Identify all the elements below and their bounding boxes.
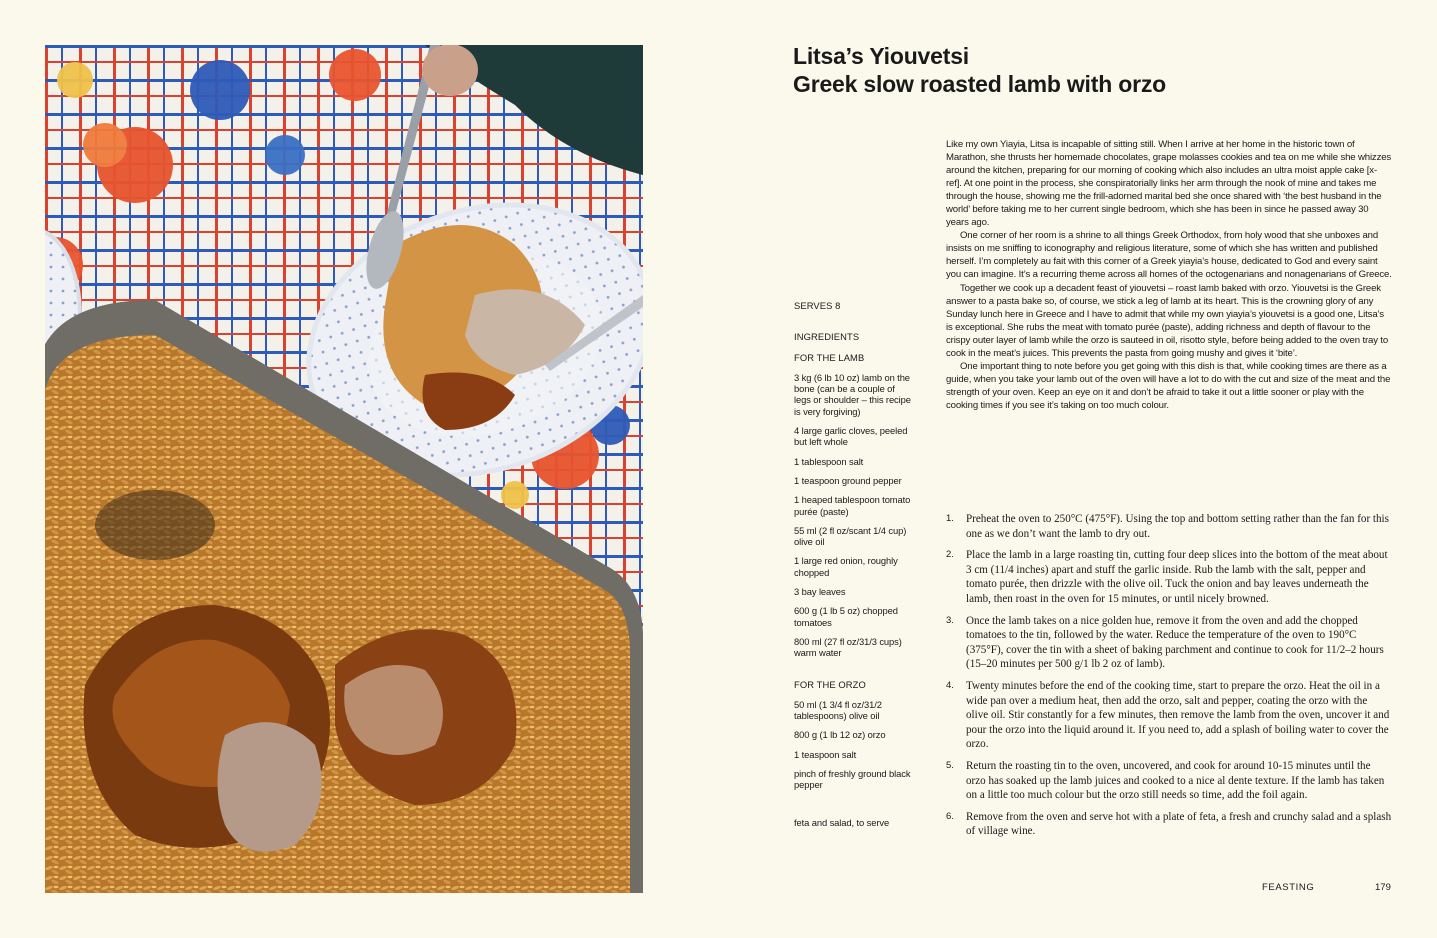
serves-label: SERVES 8 [794,300,841,311]
ingredient-item: 600 g (1 lb 5 oz) chopped tomatoes [794,605,898,628]
step-number: 6. [946,810,954,822]
step-text: Preheat the oven to 250°C (475°F). Using the top and bottom setting rather than the fan for this one as we don’t want the lamb to dry out. [966,513,1389,540]
step-text: Twenty minutes before the end of the cooking time, start to prepare the orzo. Heat the oil in a wide pan over a medium heat, then add the orzo, salt and pepper, coating the orzo with the olive oil. Stir constantly for a few minutes, then remove the lamb from the oven, uncover it and pour the orzo into the liquid around it. If you need to, add a splash of boiling water to cover the orzo. [966,679,1390,751]
ingredient-item: 4 large garlic cloves, peeled but left whole [794,425,908,448]
orzo-subheading: FOR THE ORZO [794,678,866,690]
method-step [946,512,1392,541]
section-label: FEASTING [1262,882,1315,893]
step-text: Once the lamb takes on a nice golden hue, remove it from the oven and add the chopped tomatoes to the tin, followed by the water. Reduce the temperature of the oven to 190°C (375°F), cover the tin with a sheet of baking parchment and continue to cook for 11/2–2 hours (15–20 minutes per 500 g/1 lb 2 oz of lamb). [966,614,1384,671]
step-text: Return the roasting tin to the oven, uncovered, and cook for around 10-15 minutes until the orzo has soaked up the lamb juices and cooked to a nice al dente texture. If the lamb has taken on a little too much colour but the orzo still needs so time, add the foil again. [966,759,1385,802]
method-step [946,759,1392,803]
method-step [946,679,1392,752]
method-steps [946,512,1392,846]
ingredients-heading: INGREDIENTS [794,331,860,343]
ingredient-item: pinch of freshly ground black pepper [794,768,911,791]
recipe-header [793,42,1393,98]
step-number: 5. [946,759,954,771]
page-number: 179 [1375,882,1391,893]
serving-suggestion: feta and salad, to serve [794,816,890,828]
ingredient-item: 1 tablespoon salt [794,455,864,467]
recipe-subtitle: Greek slow roasted lamb with orzo [793,71,1166,97]
intro-paragraph: One corner of her room is a shrine to all things Greek Orthodox, from holy wood that she unboxes and insists on me sniffing to iconography and religious literature, some of which she has written and published herself. I’m completely au fait with this corner of a Greek yiayia’s house, dedicated to God and every saint you can imagine. It’s a recurring theme across all homes of the octogenarians and nonagenarians of Greece. [946,230,1392,281]
method-step [946,810,1392,839]
step-text: Remove from the oven and serve hot with a plate of feta, a fresh and crunchy salad and a splash of village wine. [966,810,1392,838]
lamb-subheading: FOR THE LAMB [794,351,865,363]
ingredient-item: 50 ml (1 3/4 fl oz/31/2 tablespoons) olive oil [794,698,882,722]
intro-paragraph: Together we cook up a decadent feast of yiouvetsi – roast lamb baked with orzo. Yiouvetsi is the Greek answer to a pasta bake so, of course, we stick a leg of lamb at its heart. This is the crowning glory of any Sunday lunch here in Greece and I have to admit that while my own yiayia’s yiouvetsi is a good one, Litsa’s is exceptional. She rubs the meat with tomato purée (paste), adding richness and depth of flavour to the crispy outer layer of lamb while the orzo is sauteed in oil, risotto style, before being added to the oven tray to cook in the meat’s juices. This prevents the pasta from going mushy and gives it ‘bite’. [946,282,1389,359]
ingredient-item: 800 g (1 lb 12 oz) orzo [794,729,886,741]
ingredient-item: 1 teaspoon ground pepper [794,474,902,486]
ingredient-item: 3 kg (6 lb 10 oz) lamb on the bone (can be a couple of legs or shoulder – this recipe is very forgiving) [794,371,911,417]
ingredient-item: 55 ml (2 fl oz/scant 1/4 cup) olive oil [794,524,907,548]
intro-paragraph: Like my own Yiayia, Litsa is incapable of sitting still. When I arrive at her home in the historic town of Marathon, she thrusts her homemade chocolates, grape molasses cookies and tea on me while she whizzes around the kitchen, preparing for our morning of cooking which also includes an ultra moist apple cake [x-ref]. At one point in the process, she conspiratorially links her arm through the nook of mine and takes me through the house, showing me the frill-adorned marital bed she once shared with ‘the best husband in the world’ before taking me to her current single bedroom, which she has been in since he passed away 30 years ago. [946,139,1392,229]
ingredient-item: 1 teaspoon salt [794,748,857,760]
ingredient-item: 3 bay leaves [794,586,846,598]
intro-text [946,138,1392,412]
step-number: 3. [946,614,954,626]
step-text: Place the lamb in a large roasting tin, cutting four deep slices into the bottom of the meat about 3 cm (11/4 inches) apart and stuff the garlic inside. Rub the lamb with the salt, pepper and tomato purée, then drizzle with the olive oil. Tuck the onion and bay leaves underneath the lamb, then roast in the oven for 15 minutes, or until nicely browned. [966,549,1388,605]
step-number: 1. [946,513,954,524]
method-step [946,614,1392,672]
ingredients-list [794,300,914,836]
step-number: 4. [946,679,954,691]
ingredient-item: 800 ml (27 fl oz/31/3 cups) warm water [794,635,902,659]
ingredient-item: 1 large red onion, roughly chopped [794,555,898,578]
intro-paragraph: One important thing to note before you get going with this dish is that, while cooking times are there as a guide, when you take your lamb out of the oven will have a lot to do with the cut and size of the meat and the strength of your oven. Keep an eye on it and don’t be afraid to take it out a little sooner or play with the cooking times if you see it’s taking on too much colour. [946,360,1391,411]
food-photo-icon [45,45,643,893]
recipe-title: Litsa’s Yiouvetsi [793,43,969,69]
recipe-photo [45,45,643,893]
method-step [946,548,1392,606]
step-number: 2. [946,549,954,561]
ingredient-item: 1 heaped tablespoon tomato purée (paste) [794,494,911,517]
